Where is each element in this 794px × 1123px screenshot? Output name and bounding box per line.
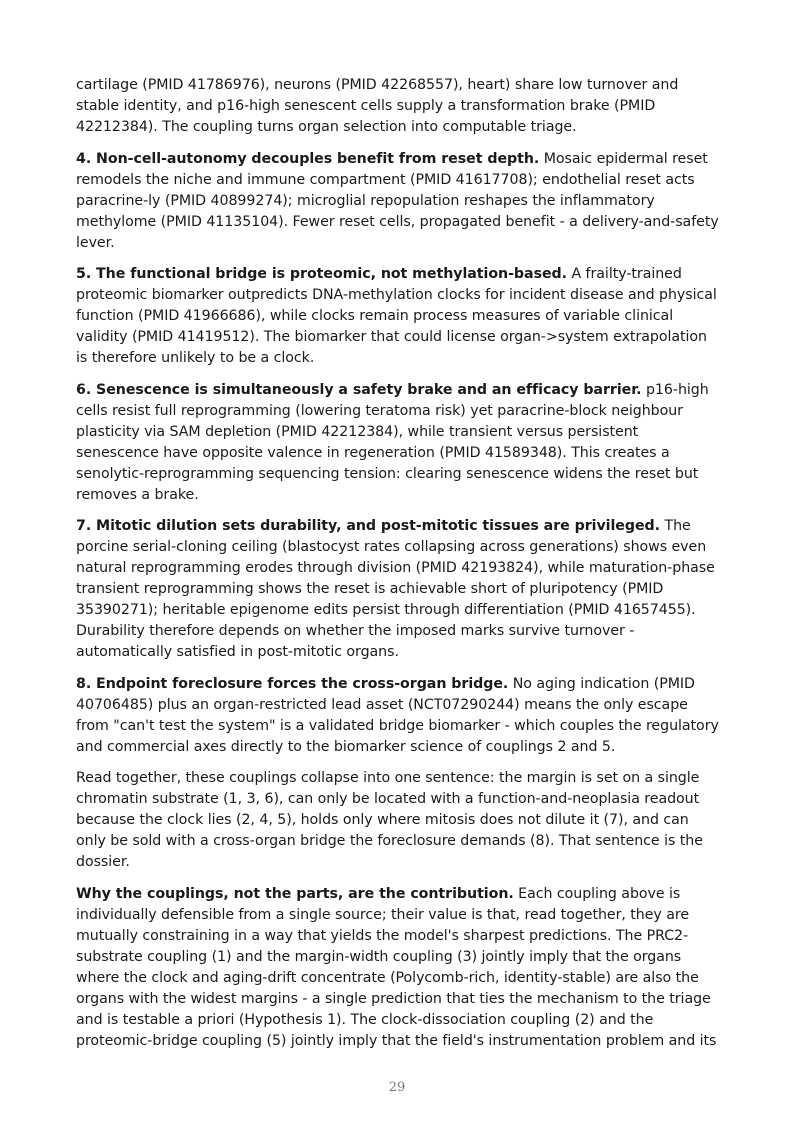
paragraph-5 <box>76 516 722 663</box>
paragraph-3-text: A frailty-trained proteomic biomarker outpredicts DNA-methylation clocks for incident disease and physical function (PMID 41966686), while clocks remain process measures of variable clinical validity (PMID 41419512). The biomarker that could license organ->system extrapolation is therefore unlikely to be a clock. <box>76 266 717 366</box>
paragraph-4-text: p16-high cells resist full reprogramming (lowering teratoma risk) yet paracrine-block neighbour plasticity via SAM depletion (PMID 42212384), while transient versus persistent senescence have opposite valence in regeneration (PMID 41589348). This creates a senolytic-reprogramming sequencing tension: clearing senescence widens the reset but removes a brake. <box>76 381 709 503</box>
paragraph-7-text: Read together, these couplings collapse into one sentence: the margin is set on a single chromatin substrate (1, 3, 6), can only be located with a function-and-neoplasia readout because the clock lies (2, 4, 5), holds only where mitosis does not dilute it (7), and can only be sold with a cross-organ bridge the foreclosure demands (8). That sentence is the dossier. <box>76 770 703 870</box>
page-body <box>76 75 722 1062</box>
paragraph-8-text: Each coupling above is individually defensible from a single source; their value is that, read together, they are mutually constraining in a way that yields the model's sharpest predictions. The PRC2-substrate coupling (1) and the margin-width coupling (3) jointly imply that the organs where the clock and aging-drift concentrate (Polycomb-rich, identity-stable) are also the organs with the widest margins - a single prediction that ties the mechanism to the triage and is testable a priori (Hypothesis 1). The clock-dissociation coupling (2) and the proteomic-bridge coupling (5) jointly imply that the field's instrumentation problem and its <box>76 885 717 1049</box>
paragraph-2 <box>76 149 722 254</box>
page-number: 29 <box>388 1080 406 1095</box>
paragraph-1 <box>76 75 722 138</box>
paragraph-5-heading: 7. Mitotic dilution sets durability, and post-mitotic tissues are privileged. <box>76 518 660 534</box>
paragraph-8 <box>76 884 722 1052</box>
paragraph-3 <box>76 264 722 369</box>
paragraph-8-heading: Why the couplings, not the parts, are the contribution. <box>76 885 514 902</box>
paragraph-6 <box>76 674 722 758</box>
paragraph-4 <box>76 380 722 506</box>
paragraph-3-heading: 5. The functional bridge is proteomic, not methylation-based. <box>76 266 567 282</box>
paragraph-5-text: The porcine serial-cloning ceiling (blastocyst rates collapsing across generations) shows even natural reprogramming erodes through division (PMID 42193824), while maturation-phase transient reprogramming shows the reset is achievable short of pluripotency (PMID 35390271); heritable epigenome edits persist through differentiation (PMID 41657455). Durability therefore depends on whether the imposed marks survive turnover - automatically satisfied in post-mitotic organs. <box>76 518 715 660</box>
paragraph-6-heading: 8. Endpoint foreclosure forces the cross-organ bridge. <box>76 675 509 692</box>
paragraph-4-heading: 6. Senescence is simultaneously a safety brake and an efficacy barrier. <box>76 381 642 398</box>
paragraph-7 <box>76 768 722 873</box>
paragraph-2-heading: 4. Non-cell-autonomy decouples benefit from reset depth. <box>76 150 540 167</box>
paragraph-1-text: cartilage (PMID 41786976), neurons (PMID 42268557), heart) share low turnover and stable identity, and p16-high senescent cells supply a transformation brake (PMID 42212384). The coupling turns organ selection into computable triage. <box>76 77 679 135</box>
paragraph-2-text: Mosaic epidermal reset remodels the niche and immune compartment (PMID 41617708); endothelial reset acts paracrine-ly (PMID 40899274); microglial repopulation reshapes the inflammatory methylome (PMID 41135104). Fewer reset cells, propagated benefit - a delivery-and-safety lever. <box>76 150 719 251</box>
paragraph-6-text: No aging indication (PMID 40706485) plus an organ-restricted lead asset (NCT07290244) means the only escape from "can't test the system" is a validated bridge biomarker - which couples the regulatory and commercial axes directly to the biomarker science of couplings 2 and 5. <box>76 675 719 755</box>
